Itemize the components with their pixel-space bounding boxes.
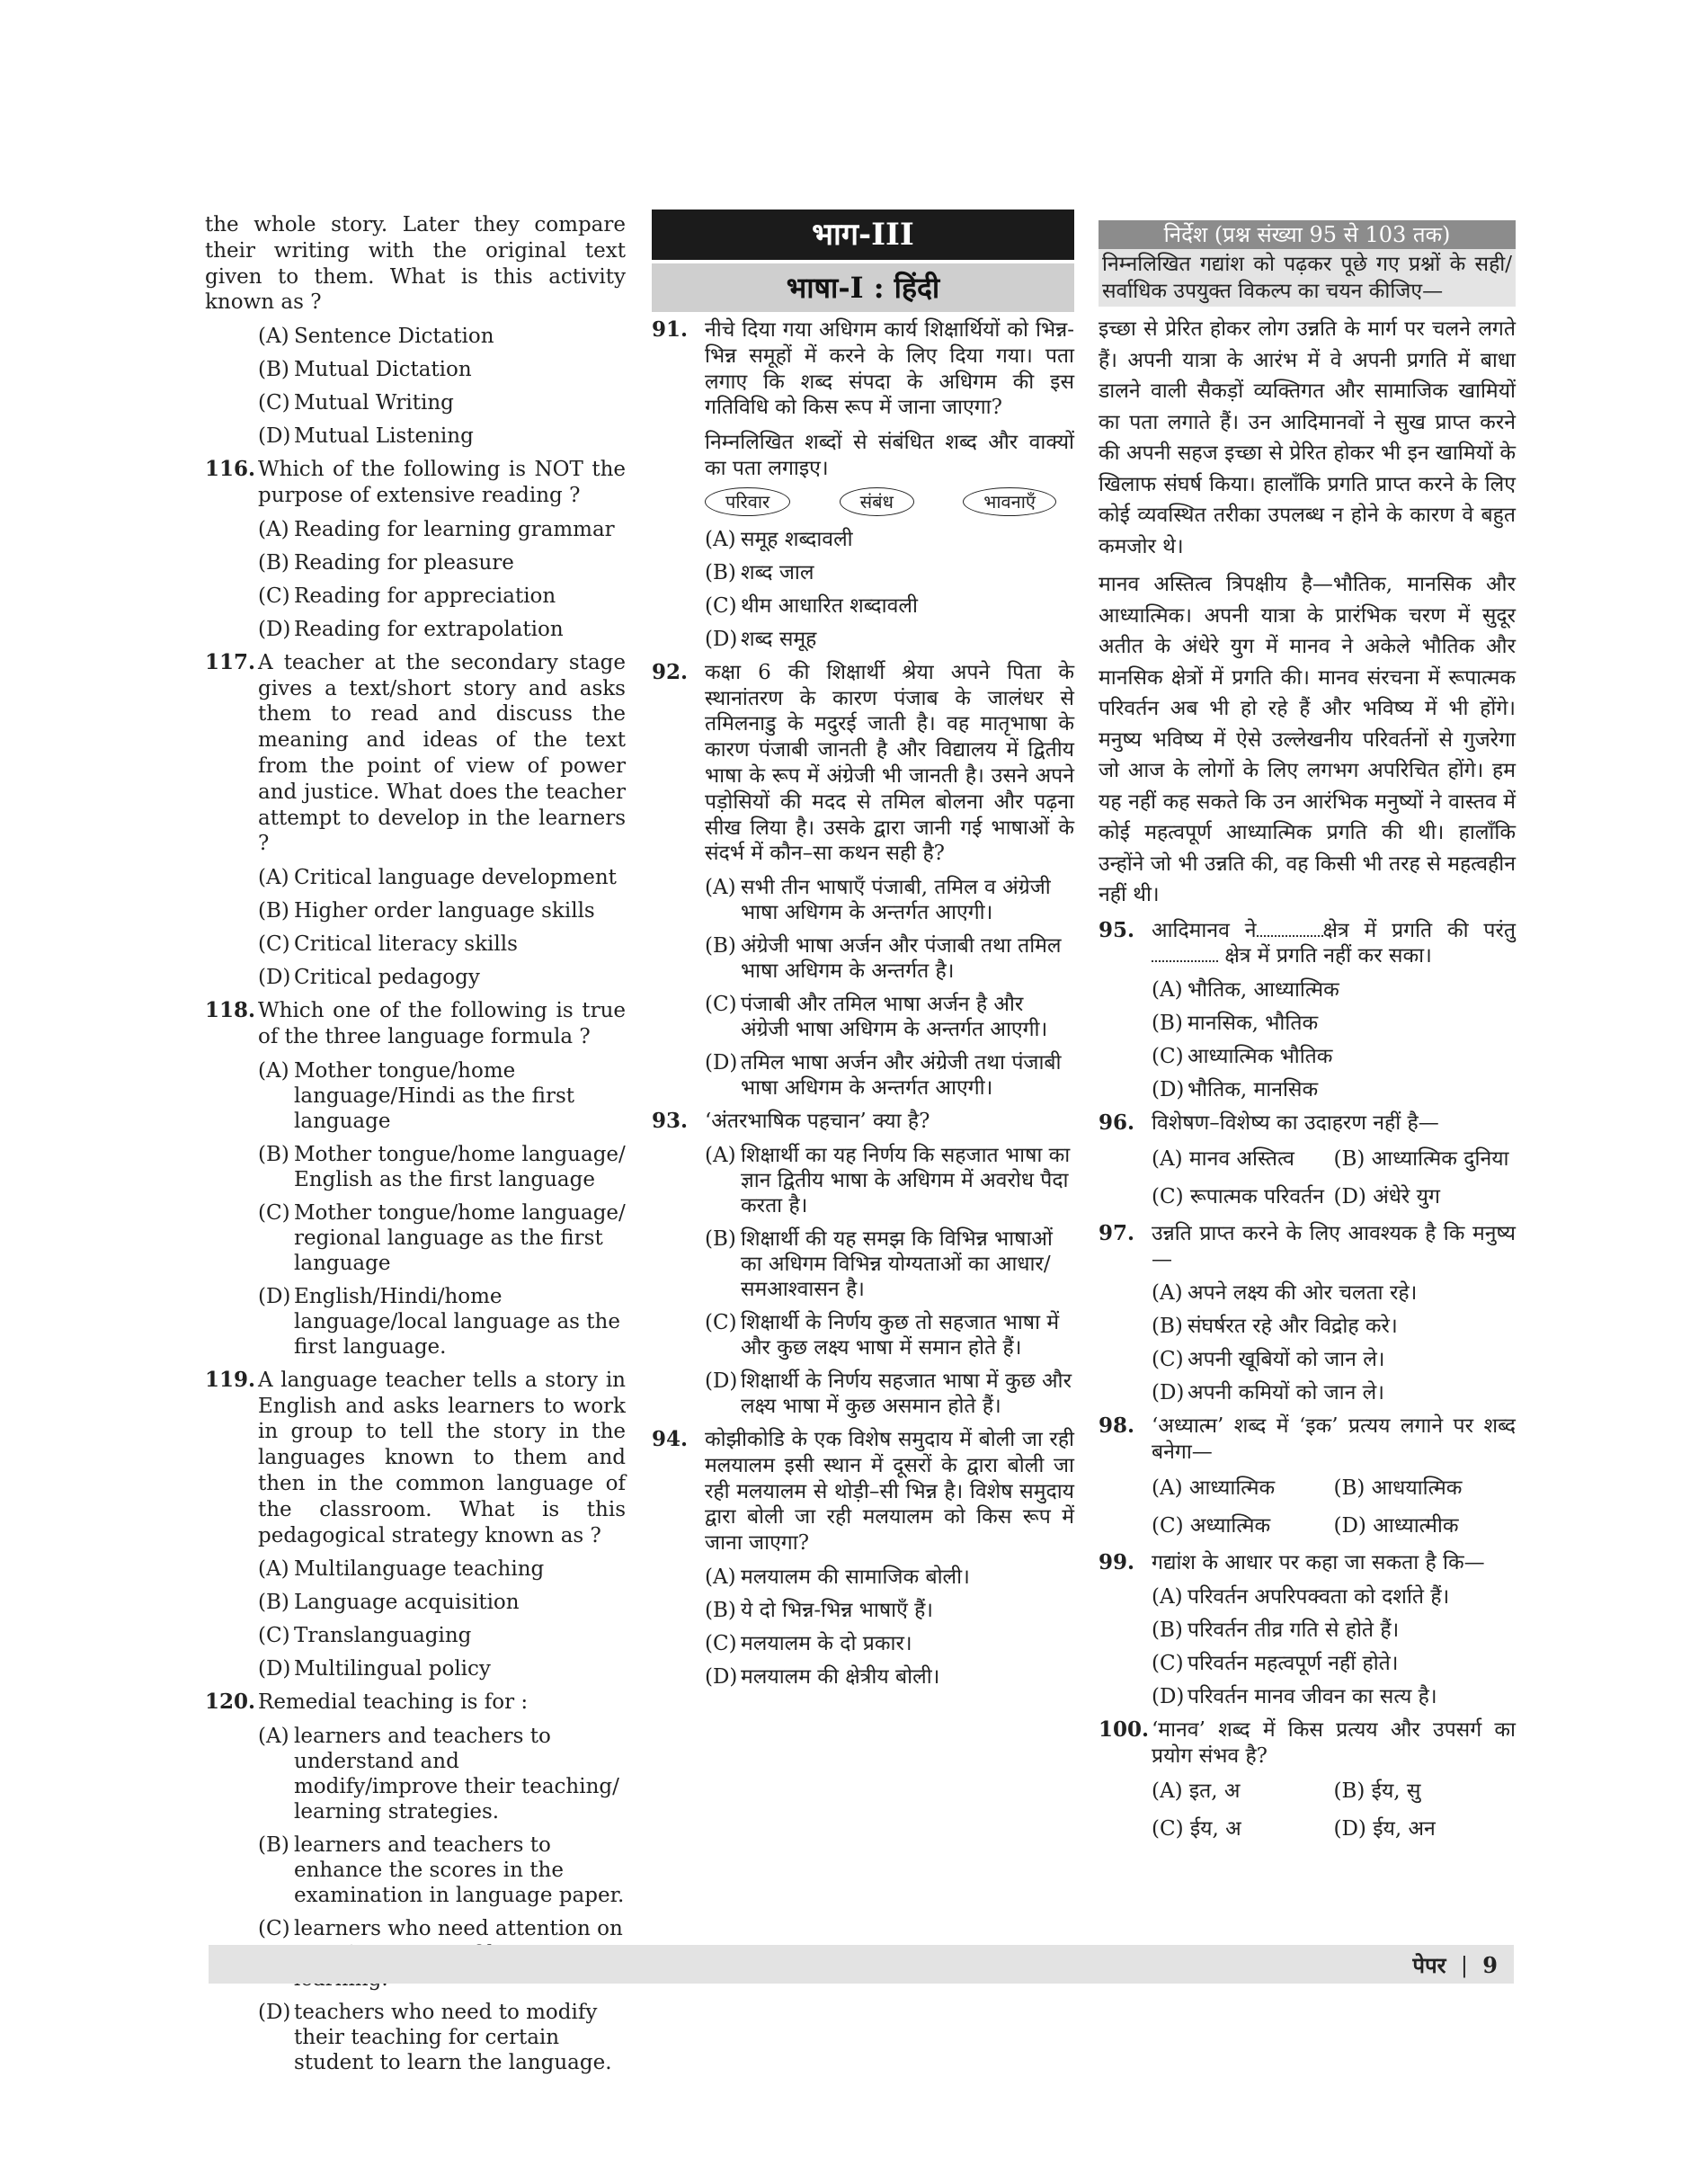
option-label: (B)	[1152, 1618, 1183, 1642]
option-text: Higher order language skills	[294, 899, 595, 923]
question-91	[652, 317, 1074, 652]
option-label: (D)	[705, 1369, 738, 1393]
option-text: आध्यात्मिक	[1188, 1476, 1276, 1501]
option-label: (A)	[1152, 1779, 1183, 1804]
option-text: Mother tongue/home language/ regional language as the first language	[294, 1200, 626, 1275]
option[interactable]	[1152, 1816, 1334, 1841]
direction-title: निर्देश (प्रश्न संख्या 95 से 103 तक)	[1099, 220, 1516, 249]
option-text: थीम आधारित शब्दावली	[741, 593, 918, 618]
question-number: 93.	[652, 1109, 689, 1134]
option-text: शिक्षार्थी की यह समझ कि विभिन्न भाषाओं का अधिगम विभिन्न योग्यताओं का आधार/ समआश्वासन है।	[741, 1226, 1053, 1301]
question-number: 95.	[1099, 917, 1135, 942]
option-label: (D)	[258, 1657, 291, 1681]
option[interactable]	[205, 1590, 626, 1615]
option-label: (B)	[705, 1598, 736, 1622]
option[interactable]	[1099, 1077, 1516, 1102]
option-text: पंजाबी और तमिल भाषा अर्जन है और अंग्रेजी भाषा अधिगम के अन्तर्गत आएगी।	[741, 993, 1048, 1042]
option-text: मानव अस्तित्व	[1188, 1146, 1294, 1171]
option[interactable]	[1152, 1184, 1334, 1209]
option-text: शिक्षार्थी के निर्णय कुछ तो सहजात भाषा में और कुछ लक्ष्य भाषा में समान होते हैं।	[741, 1310, 1060, 1360]
question-text: नीचे दिया गया अधिगम कार्य शिक्षार्थियों को भिन्न-भिन्न समूहों में करने के लिए दिया गया। पता लगाए कि शब्द संपदा के अधिगम की इस गतिविधि को किस रूप में जाना जाएगा?	[705, 318, 1074, 420]
question-text-part: क्षेत्र में प्रगति नहीं कर सका।	[1224, 944, 1432, 968]
option[interactable]	[652, 1143, 1074, 1218]
option-label: (D)	[258, 1284, 291, 1308]
option-label: (B)	[258, 358, 289, 382]
option-text: ईय, अन	[1373, 1817, 1436, 1841]
option-text: भौतिक, मानसिक	[1188, 1078, 1319, 1102]
option-text: Mutual Writing	[294, 391, 454, 415]
question-text: ‘मानव’ शब्द में किस प्रत्यय और उपसर्ग का प्रयोग संभव है?	[1152, 1717, 1516, 1768]
option-text: इत, अ	[1188, 1779, 1241, 1804]
option[interactable]	[652, 933, 1074, 984]
option-label: (A)	[705, 876, 736, 900]
option-label: (B)	[1333, 1779, 1366, 1804]
option-text: मलयालम के दो प्रकार।	[741, 1631, 912, 1655]
option-label: (D)	[1152, 1684, 1185, 1708]
option-label: (D)	[1152, 1381, 1185, 1405]
passage-paragraph: मानव अस्तित्व त्रिपक्षीय है—भौतिक, मानसिक और आध्यात्मिक। अपनी यात्रा के प्रारंभिक चरण में सुदूर अतीत के अंधेरे युग में मानव ने अकेले भौतिक और मानसिक क्षेत्रों में प्रगति की। मानव संरचना में रूपात्मक परिवर्तन अब भी हो रहे हैं और भविष्य में भी होंगे। मनुष्य भविष्य में ऐसे उल्लेखनीय परिवर्तनों से गुजरेगा जो आज के लोगों के लिए लगभग अपरिचित होंगे। हम यह नहीं कह सकते कि उन आरंभिक मनुष्यों ने वास्तव में कोई महत्वपूर्ण आध्यात्मिक प्रगति की थी। हालाँकि उन्होंने जो भी उन्नति की, वह किसी भी तरह से महत्वहीन नहीं थी।	[1099, 573, 1516, 906]
question-text: A language teacher tells a story in English and asks learners to work in group to tell the story in the languages known to them and then in the common language of the classroom. What is this pedagogical strategy known as ?	[258, 1368, 626, 1547]
option[interactable]	[652, 992, 1074, 1042]
option[interactable]	[205, 584, 626, 609]
option[interactable]	[652, 593, 1074, 619]
option-label: (A)	[1152, 978, 1183, 1003]
question-number: 94.	[652, 1426, 689, 1451]
option-text: teachers who need to modify their teaching for certain student to learn the language.	[294, 2001, 612, 2075]
option-label: (A)	[258, 1058, 289, 1083]
question-text: विशेषण–विशेष्य का उदाहरण नहीं है—	[1152, 1111, 1439, 1136]
option[interactable]	[205, 1724, 626, 1824]
option-label: (A)	[258, 1557, 289, 1582]
option-text: learners who need attention on	[294, 1917, 623, 1941]
section-title: भाषा-I : हिंदी	[652, 263, 1074, 312]
option-label: (A)	[1152, 1584, 1183, 1609]
option[interactable]	[1152, 1513, 1334, 1538]
option-text: मलयालम की सामाजिक बोली।	[741, 1565, 970, 1589]
option-text: Mutual Listening	[294, 424, 474, 449]
option[interactable]	[652, 560, 1074, 585]
option-text: Reading for pleasure	[294, 550, 514, 575]
option-text: रूपात्मक परिवर्तन	[1189, 1184, 1325, 1208]
option[interactable]	[205, 1200, 626, 1276]
option-text: Sentence Dictation	[294, 325, 494, 349]
options-grid	[1099, 1772, 1516, 1848]
column-2	[652, 212, 1074, 1698]
option-text: आध्यात्मीक	[1373, 1514, 1459, 1538]
option-label: (C)	[258, 1624, 290, 1648]
option-label: (B)	[258, 1142, 289, 1166]
option[interactable]	[652, 1631, 1074, 1656]
options-grid	[1099, 1140, 1516, 1216]
question-text	[1152, 918, 1516, 970]
option[interactable]	[205, 617, 626, 642]
option[interactable]	[205, 1833, 626, 1908]
option-label: (A)	[1152, 1146, 1183, 1171]
question-text: Which one of the following is true of the three language formula ?	[258, 999, 626, 1048]
option-text: ईय, अ	[1189, 1817, 1241, 1841]
option-text: शिक्षार्थी का यह निर्णय कि सहजात भाषा का ज्ञान द्वितीय भाषा के अधिगम में अवरोध पैदा करता है।	[741, 1143, 1071, 1217]
options-grid	[1099, 1469, 1516, 1545]
option-text: ईय, सु	[1371, 1779, 1421, 1804]
option[interactable]	[1099, 1651, 1516, 1676]
option[interactable]	[652, 1226, 1074, 1302]
option-label: (C)	[1152, 1348, 1184, 1372]
word-ovals	[652, 487, 1074, 516]
question-text: A teacher at the secondary stage gives a text/short story and asks them to read and discuss the meaning and ideas of the text from the point of view of power and justice. What does the teacher attempt to develop in the learners ?	[258, 650, 626, 856]
option-label: (C)	[258, 1917, 290, 1941]
option-text: अपने लक्ष्य की ओर चलता रहे।	[1188, 1281, 1418, 1306]
page-number: 9	[1482, 1952, 1498, 1978]
question-number: 118.	[205, 998, 256, 1023]
question-number: 91.	[652, 317, 689, 342]
question-number: 92.	[652, 659, 689, 684]
option[interactable]	[205, 1284, 626, 1360]
option-text: Critical literacy skills	[294, 932, 518, 957]
question-text: उन्नति प्राप्त करने के लिए आवश्यक है कि मनुष्य—	[1152, 1221, 1516, 1271]
option-text: learners and teachers to enhance the scores in the examination in language paper.	[294, 1833, 625, 1908]
question-96	[1099, 1110, 1516, 1216]
option[interactable]	[205, 324, 626, 349]
footer-text	[1412, 1950, 1498, 1980]
option[interactable]	[1099, 1684, 1516, 1709]
question-118	[205, 998, 626, 1360]
part-title: भाग-III	[652, 210, 1074, 260]
question-number: 96.	[1099, 1110, 1135, 1136]
option-text: परिवर्तन तीव्र गति से होते हैं।	[1188, 1618, 1400, 1642]
option[interactable]	[652, 527, 1074, 552]
option-text: अंधेरे युग	[1373, 1184, 1440, 1208]
option[interactable]	[205, 965, 626, 990]
question-text-part: आदिमानव ने	[1152, 918, 1257, 942]
question-text: Which of the following is NOT the purpose of extensive reading ?	[258, 458, 626, 507]
question-text: कोझीकोडि के एक विशेष समुदाय में बोली जा रही मलयालम इसी स्थान में दूसरों के द्वारा बोली जा रही मलयालम से थोड़ी–सी भिन्न है। विशेष समुदाय द्वारा बोली जा रही मलयालम को किस रूप में जाना जाएगा?	[705, 1427, 1074, 1556]
option-text: आधयात्मिक	[1371, 1476, 1463, 1501]
option-text: तमिल भाषा अर्जन और अंग्रेजी तथा पंजाबी भाषा अधिगम के अन्तर्गत आएगी।	[741, 1051, 1062, 1101]
question-number: 119.	[205, 1367, 256, 1392]
option[interactable]	[205, 1058, 626, 1134]
option[interactable]	[205, 424, 626, 449]
option[interactable]	[1152, 1779, 1334, 1804]
option-text: शब्द समूह	[741, 627, 817, 651]
option[interactable]	[205, 1556, 626, 1582]
option-label: (B)	[1333, 1146, 1366, 1171]
word-oval: भावनाएँ	[963, 487, 1056, 516]
option[interactable]	[652, 1050, 1074, 1101]
option-label: (C)	[705, 993, 737, 1017]
option[interactable]	[1099, 1584, 1516, 1610]
option-text: Reading for learning grammar	[294, 517, 615, 541]
question-number: 98.	[1099, 1413, 1135, 1439]
option-text: संघर्षरत रहे और विद्रोह करे।	[1188, 1315, 1398, 1339]
question-number: 120.	[205, 1690, 256, 1715]
option-text: मलयालम की क्षेत्रीय बोली।	[741, 1664, 940, 1689]
option-label: (A)	[258, 1725, 289, 1749]
option-label: (A)	[1152, 1476, 1183, 1501]
option[interactable]	[1334, 1184, 1517, 1209]
option-text: Reading for appreciation	[294, 584, 556, 608]
option-label: (D)	[1152, 1078, 1185, 1102]
option-label: (A)	[1152, 1281, 1183, 1306]
option-label: (B)	[705, 1226, 736, 1251]
option[interactable]	[205, 550, 626, 575]
option-label: (D)	[705, 1051, 738, 1075]
word-oval: परिवार	[705, 487, 790, 516]
option-label: (C)	[1152, 1514, 1184, 1538]
option[interactable]	[652, 875, 1074, 925]
passage-paragraph: इच्छा से प्रेरित होकर लोग उन्नति के मार्ग पर चलने लगते हैं। अपनी यात्रा के आरंभ में वे अपनी प्रगति में बाधा डालने वाली सैकड़ों व्यक्तिगत और सामाजिक खामियों का पता लगाते हैं। उन आदिमानवों ने सुख प्राप्त करने की अपनी सहज इच्छा से प्रेरित होकर भी इन खामियों के खिलाफ संघर्ष किया। हालाँकि प्रगति प्राप्त करने के लिए कोई व्यवस्थित तरीका उपलब्ध न होने के कारण वे बहुत कमजोर थे।	[1099, 317, 1516, 558]
option-label: (D)	[258, 2001, 291, 2025]
option-text: शब्द जाल	[741, 560, 814, 584]
option[interactable]	[1099, 1347, 1516, 1372]
question-119	[205, 1368, 626, 1682]
option-text: Translanguaging	[294, 1624, 472, 1648]
option-label: (C)	[705, 1310, 737, 1334]
q115-options	[205, 324, 626, 449]
option[interactable]	[205, 932, 626, 957]
question-97	[1099, 1221, 1516, 1406]
option[interactable]	[652, 627, 1074, 652]
question-text: ‘अंतरभाषिक पहचान’ क्या है?	[705, 1110, 930, 1134]
option-text: Critical language development	[294, 866, 617, 890]
option-text: English/Hindi/home language/local language as the first language.	[294, 1284, 620, 1359]
page-footer	[209, 1945, 1514, 1984]
option[interactable]	[1099, 1380, 1516, 1405]
option-label: (B)	[705, 560, 736, 584]
option-text: Critical pedagogy	[294, 966, 480, 990]
option[interactable]	[205, 390, 626, 415]
option-label: (B)	[1152, 1315, 1183, 1339]
option[interactable]	[205, 357, 626, 382]
option[interactable]	[1099, 977, 1516, 1003]
option-label: (A)	[258, 325, 289, 349]
option[interactable]	[1334, 1513, 1517, 1538]
question-text: गद्यांश के आधार पर कहा जा सकता है कि—	[1152, 1551, 1485, 1575]
option[interactable]	[652, 1369, 1074, 1419]
question-number: 117.	[205, 649, 256, 674]
option-label: (D)	[705, 1664, 738, 1689]
question-number: 97.	[1099, 1220, 1135, 1245]
question-98	[1099, 1413, 1516, 1545]
option-text: सभी तीन भाषाएँ पंजाबी, तमिल व अंग्रेजी भाषा अधिगम के अन्तर्गत आएगी।	[741, 876, 1051, 925]
option-text: Reading for extrapolation	[294, 617, 564, 641]
option-text: परिवर्तन महत्वपूर्ण नहीं होते।	[1188, 1651, 1399, 1675]
question-instruction: निम्नलिखित शब्दों से संबंधित शब्द और वाक्यों का पता लगाइए।	[705, 431, 1074, 480]
option-label: (B)	[1152, 1012, 1183, 1036]
option[interactable]	[205, 1623, 626, 1648]
option[interactable]	[205, 898, 626, 923]
question-number: 100.	[1099, 1717, 1150, 1742]
option[interactable]	[1334, 1779, 1517, 1804]
option-text: Language acquisition	[294, 1591, 520, 1615]
option[interactable]	[205, 865, 626, 890]
option-text: अध्यात्मिक	[1189, 1514, 1271, 1538]
option-text: Multilanguage teaching	[294, 1557, 545, 1582]
option-label: (D)	[1333, 1514, 1366, 1538]
question-92	[652, 660, 1074, 1101]
option-text: अपनी कमियों को जान ले।	[1188, 1381, 1384, 1405]
option-label: (C)	[258, 391, 290, 415]
footer-label: पेपर	[1412, 1952, 1446, 1978]
option-label: (A)	[705, 1565, 736, 1589]
option-label: (D)	[1333, 1184, 1366, 1208]
option-text: अंग्रेजी भाषा अर्जन और पंजाबी तथा तमिल भाषा अधिगम के अन्तर्गत है।	[741, 934, 1062, 984]
option-text: मानसिक, भौतिक	[1188, 1012, 1319, 1036]
option-label: (C)	[705, 1631, 737, 1655]
option-text: अपनी खूबियों को जान ले।	[1188, 1348, 1385, 1372]
option-label: (B)	[705, 934, 736, 959]
option-label: (B)	[258, 899, 289, 923]
option-label: (D)	[258, 966, 291, 990]
option-text: ये दो भिन्न-भिन्न भाषाएँ हैं।	[741, 1598, 934, 1622]
option-label: (C)	[1152, 1651, 1184, 1675]
option[interactable]	[1099, 1011, 1516, 1036]
question-number: 99.	[1099, 1550, 1135, 1575]
option[interactable]	[1334, 1476, 1517, 1501]
option-label: (A)	[705, 1143, 736, 1167]
option-label: (A)	[705, 527, 736, 551]
option[interactable]	[1334, 1816, 1517, 1841]
question-text: कक्षा 6 की शिक्षार्थी श्रेया अपने पिता के स्थानांतरण के कारण पंजाब के जालंधर से तमिलनाडु के मदुरई जाती है। वह मातृभाषा के कारण पंजाबी जानती है और विद्यालय में द्वितीय भाषा के रूप में अंग्रेजी भी जानती है। उसने अपने पड़ोसियों की मदद से तमिल बोलना और पढ़ना सीख लिया है। उसके द्वारा जानी गई भाषाओं के संदर्भ में कौन–सा कथन सही है?	[705, 660, 1074, 866]
option-label: (B)	[1333, 1476, 1366, 1501]
option-label: (D)	[258, 617, 291, 641]
question-text: Remedial teaching is for :	[258, 1690, 529, 1715]
option-label: (B)	[258, 550, 289, 575]
direction-text: निम्नलिखित गद्यांश को पढ़कर पूछे गए प्रश्नों के सही/सर्वाधिक उपयुक्त विकल्प का चयन कीजिए—	[1099, 249, 1516, 307]
option-label: (B)	[258, 1833, 289, 1858]
question-text-part: क्षेत्र में प्रगति की परंतु	[1322, 918, 1516, 942]
option-text: परिवर्तन मानव जीवन का सत्य है।	[1188, 1684, 1437, 1708]
question-text: ‘अध्यात्म’ शब्द में ‘इक’ प्रत्यय लगाने पर शब्द बनेगा—	[1152, 1414, 1516, 1465]
option-label: (C)	[258, 584, 290, 608]
option-label: (A)	[258, 517, 289, 541]
option[interactable]	[652, 1565, 1074, 1590]
option[interactable]	[1099, 1618, 1516, 1643]
option-label: (C)	[1152, 1184, 1184, 1208]
option-text: भौतिक, आध्यात्मिक	[1188, 978, 1339, 1003]
option-text: आध्यात्मिक दुनिया	[1371, 1146, 1509, 1171]
option-label: (D)	[705, 627, 738, 651]
option-label: (D)	[1333, 1817, 1366, 1841]
option-text: Mother tongue/home language/ English as the first language	[294, 1142, 626, 1191]
option[interactable]	[1152, 1146, 1334, 1172]
option[interactable]	[1099, 1314, 1516, 1339]
question-94	[652, 1427, 1074, 1690]
option[interactable]	[1099, 1280, 1516, 1306]
option-text: Mutual Dictation	[294, 358, 472, 382]
word-oval: संबंध	[840, 487, 914, 516]
option[interactable]	[1099, 1044, 1516, 1069]
option[interactable]	[205, 2000, 626, 2075]
footer-separator: |	[1460, 1953, 1468, 1978]
option-label: (A)	[258, 866, 289, 890]
fill-blank	[1152, 960, 1218, 962]
question-116	[205, 457, 626, 642]
option-label: (D)	[258, 424, 291, 449]
option-text: समूह शब्दावली	[741, 527, 853, 551]
fill-blank	[1257, 935, 1323, 937]
option[interactable]	[1334, 1146, 1517, 1172]
question-120	[205, 1690, 626, 2075]
question-99	[1099, 1550, 1516, 1709]
option-text: Mother tongue/home language/Hindi as the first language	[294, 1058, 575, 1133]
question-93	[652, 1109, 1074, 1419]
option-label: (B)	[258, 1591, 289, 1615]
question-95	[1099, 918, 1516, 1103]
option-label: (C)	[258, 932, 290, 957]
question-117	[205, 650, 626, 990]
option-label: (C)	[258, 1200, 290, 1225]
option-text: learners and teachers to understand and modify/improve their teaching/ learning strategies.	[294, 1725, 619, 1824]
option[interactable]	[205, 1656, 626, 1681]
option-label: (C)	[1152, 1045, 1184, 1069]
question-number: 116.	[205, 457, 256, 482]
column-3	[1099, 212, 1516, 1848]
column-1	[205, 212, 626, 2083]
option-text: परिवर्तन अपरिपक्वता को दर्शाते हैं।	[1188, 1584, 1450, 1609]
option[interactable]	[205, 1142, 626, 1192]
option[interactable]	[652, 1664, 1074, 1690]
option-text: शिक्षार्थी के निर्णय सहजात भाषा में कुछ और लक्ष्य भाषा में कुछ असमान होते हैं।	[741, 1369, 1072, 1418]
option[interactable]	[652, 1310, 1074, 1360]
option[interactable]	[205, 517, 626, 542]
question-100	[1099, 1717, 1516, 1849]
option-text: Multilingual policy	[294, 1657, 491, 1681]
option[interactable]	[652, 1598, 1074, 1623]
option-label: (C)	[705, 593, 737, 618]
q115-continuation: the whole story. Later they compare their writing with the original text given to them. What is this activity known as ?	[205, 213, 626, 315]
option[interactable]	[1152, 1476, 1334, 1501]
option-text: आध्यात्मिक भौतिक	[1188, 1045, 1333, 1069]
option-label: (C)	[1152, 1817, 1184, 1841]
